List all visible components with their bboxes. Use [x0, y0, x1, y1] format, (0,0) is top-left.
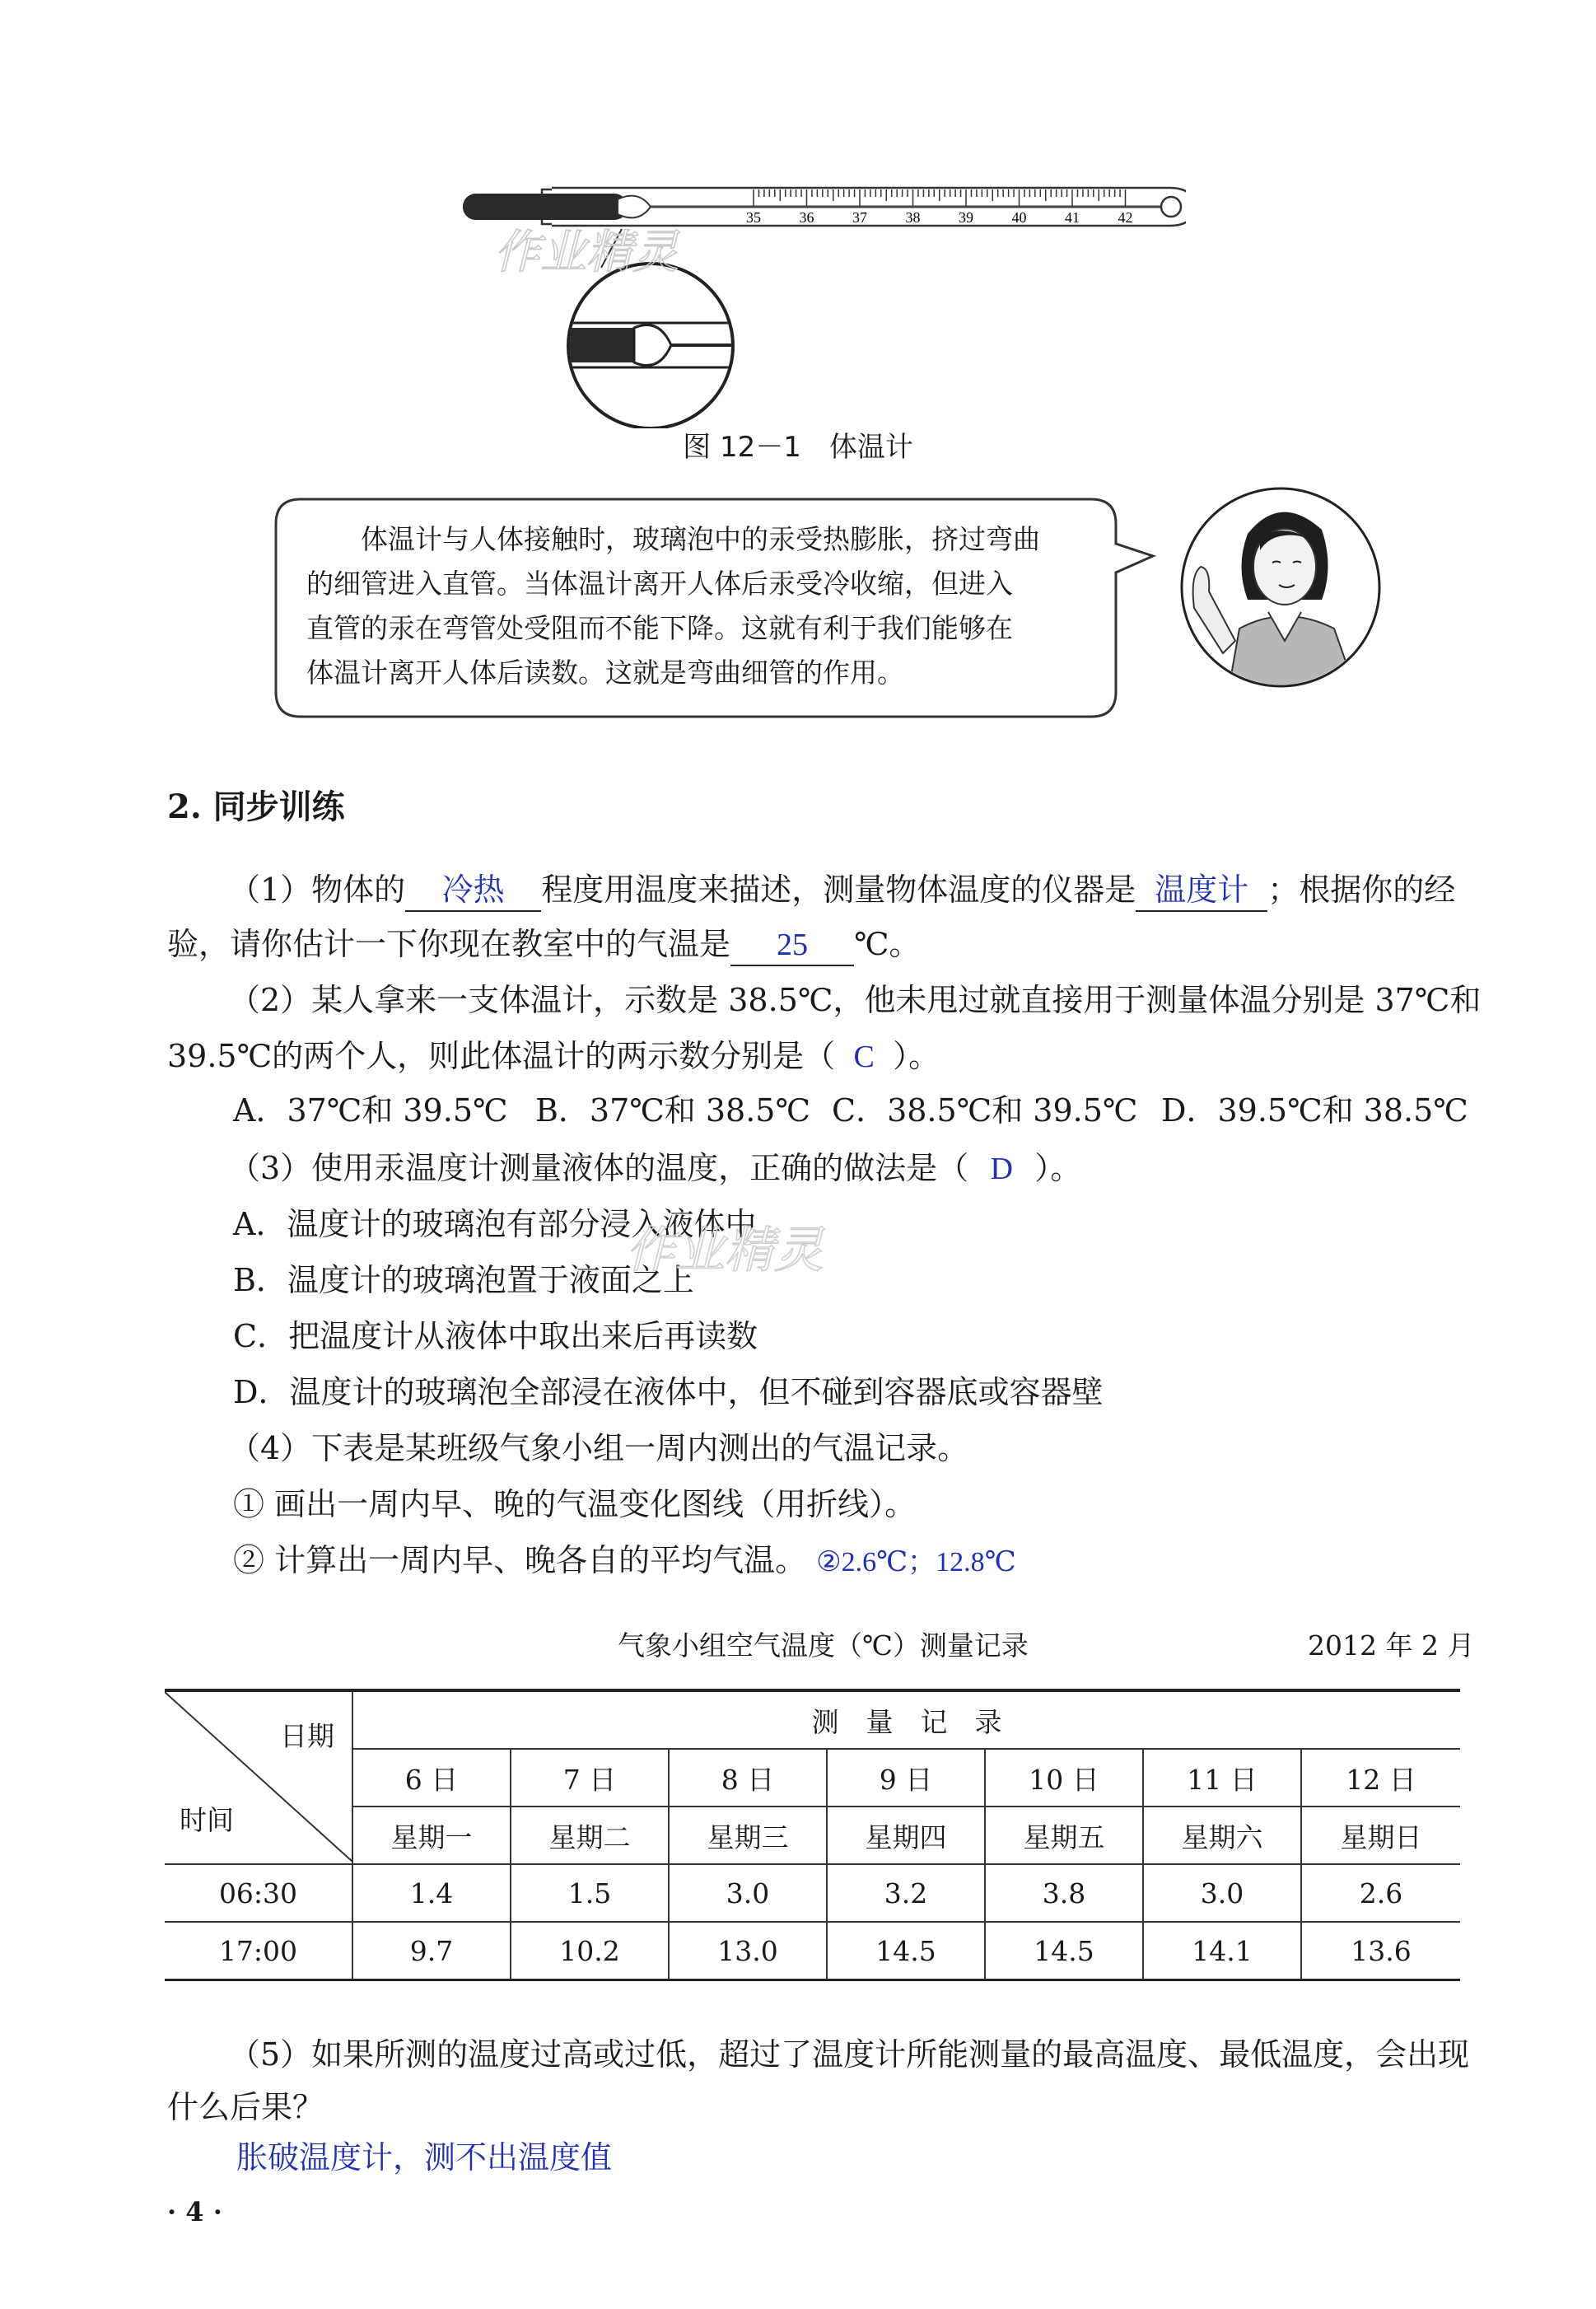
q3-text: （3）使用汞温度计测量液体的温度，正确的做法是（: [229, 1150, 969, 1186]
q1-answer-blank-3: 25: [730, 925, 854, 966]
q1-text: （1）物体的: [229, 872, 406, 908]
table-weekday-cell: 星期二: [511, 1807, 669, 1864]
q3-text: ）。: [1034, 1150, 1082, 1186]
page-number: · 4 ·: [167, 2196, 222, 2227]
q1-answer-blank-2: 温度计: [1136, 871, 1267, 912]
table-weekday-cell: 星期四: [827, 1807, 985, 1864]
table-row: [165, 1922, 1460, 1980]
q2-option-d: D．39.5℃和 38.5℃: [1161, 1092, 1468, 1129]
q2-line2: [167, 1033, 940, 1080]
table-corner-cell: [165, 1690, 352, 1864]
q5-line1: （5）如果所测的温度过高或过低，超过了温度计所能测量的最高温度、最低温度，会出现: [229, 2036, 1470, 2073]
watermark-text: 作业精灵: [494, 226, 679, 279]
thermometer-end-loop: [1161, 197, 1181, 217]
q1-answer-blank-1: 冷热: [405, 871, 541, 912]
thermometer-figure: [445, 165, 1186, 428]
q2-text: ）。: [893, 1038, 940, 1074]
section-title: 2. 同步训练: [167, 788, 345, 826]
q4-item2: [233, 1537, 1016, 1586]
q1-line1: [229, 867, 1455, 913]
q3-option-b: B．温度计的玻璃泡置于液面之上: [233, 1262, 694, 1298]
q2-text: 39.5℃的两个人，则此体温计的两示数分别是（: [167, 1038, 836, 1074]
corner-label-time: 时间: [180, 1804, 234, 1836]
q4-item1: ① 画出一周内早、晚的气温变化图线（用折线）。: [233, 1486, 917, 1522]
table-day-cell: 7 日: [511, 1749, 669, 1807]
bubble-line: 直管的汞在弯管处受阻而不能下降。这就有利于我们能够在: [306, 612, 1013, 644]
q1-text: 验，请你估计一下你现在教室中的气温是: [167, 926, 731, 962]
scale-label: 41: [1065, 209, 1080, 226]
bubble-line: 体温计与人体接触时，玻璃泡中的汞受热膨胀，挤过弯曲: [361, 523, 1040, 555]
q2-line1: （2）某人拿来一支体温计，示数是 38.5℃，他未甩过就直接用于测量体温分别是 37℃和: [229, 982, 1482, 1018]
q2-option-b: B．37℃和 38.5℃: [535, 1092, 810, 1129]
q4-answer: ②2.6℃；12.8℃: [816, 1547, 1016, 1578]
q1-text: ℃。: [854, 926, 921, 962]
table-value-cell: 14.5: [985, 1922, 1143, 1980]
figure-caption: 图 12－1 体温计: [683, 431, 913, 464]
q1-text: ；根据你的经: [1267, 872, 1456, 908]
table-value-cell: 3.0: [669, 1864, 827, 1922]
q3-option-a: A．温度计的玻璃泡有部分浸入液体中: [233, 1206, 757, 1242]
table-day-cell: 8 日: [669, 1749, 827, 1807]
temperature-table: [165, 1689, 1460, 1981]
scale-label: 40: [1011, 209, 1027, 226]
bubble-line: 的细管进入直管。当体温计离开人体后汞受冷收缩，但进入: [306, 568, 1013, 600]
scale-label: 36: [799, 209, 814, 226]
scale-label: 39: [959, 209, 973, 226]
q2-answer: C: [853, 1040, 875, 1074]
bubble-line: 体温计离开人体后读数。这就是弯曲细管的作用。: [306, 657, 904, 689]
table-weekday-cell: 星期三: [669, 1807, 827, 1864]
table-days-row: [165, 1749, 1460, 1807]
table-value-cell: 14.1: [1143, 1922, 1301, 1980]
table-weekday-cell: 星期六: [1143, 1807, 1301, 1864]
q3-option-c: C．把温度计从液体中取出来后再读数: [233, 1318, 758, 1354]
table-day-cell: 6 日: [352, 1749, 511, 1807]
table-header-measurement: 测 量 记 录: [352, 1690, 1460, 1749]
table-value-cell: 1.4: [352, 1864, 511, 1922]
table-title: 气象小组空气温度（℃）测量记录: [618, 1629, 1029, 1662]
q5-answer: 胀破温度计，测不出温度值: [236, 2141, 613, 2176]
q2-option-c: C．38.5℃和 39.5℃: [832, 1092, 1138, 1129]
table-day-cell: 10 日: [985, 1749, 1143, 1807]
q3-option-d: D．温度计的玻璃泡全部浸在液体中，但不碰到容器底或容器壁: [233, 1374, 1104, 1410]
table-value-cell: 3.2: [827, 1864, 985, 1922]
q3-answer: D: [990, 1152, 1013, 1186]
scale-label: 35: [746, 209, 761, 226]
table-value-cell: 3.0: [1143, 1864, 1301, 1922]
scale-label: 42: [1118, 209, 1133, 226]
table-day-cell: 11 日: [1143, 1749, 1301, 1807]
table-value-cell: 1.5: [511, 1864, 669, 1922]
q4-item2-text: ② 计算出一周内早、晚各自的平均气温。: [233, 1542, 807, 1578]
table-value-cell: 13.6: [1301, 1922, 1460, 1980]
table-time-cell: 06:30: [165, 1864, 352, 1922]
q2-option-a: A．37℃和 39.5℃: [233, 1092, 508, 1129]
q1-text: 程度用温度来描述，测量物体温度的仪器是: [541, 872, 1136, 908]
q3-stem: [229, 1145, 1081, 1192]
bubble-text: [306, 517, 1130, 695]
scale-label: 38: [905, 209, 921, 226]
q4-intro: （4）下表是某班级气象小组一周内测出的气温记录。: [229, 1430, 969, 1466]
teacher-illustration: [1169, 476, 1392, 699]
scale-label: 37: [852, 209, 867, 226]
table-date: 2012 年 2 月: [1308, 1629, 1475, 1662]
table-value-cell: 10.2: [511, 1922, 669, 1980]
table-weekday-cell: 星期日: [1301, 1807, 1460, 1864]
table-row: [165, 1864, 1460, 1922]
table-value-cell: 9.7: [352, 1922, 511, 1980]
table-value-cell: 13.0: [669, 1922, 827, 1980]
table-day-cell: 9 日: [827, 1749, 985, 1807]
table-value-cell: 2.6: [1301, 1864, 1460, 1922]
q1-line2: [167, 921, 921, 967]
table-weekdays-row: [165, 1807, 1460, 1864]
table-weekday-cell: 星期一: [352, 1807, 511, 1864]
table-value-cell: 14.5: [827, 1922, 985, 1980]
table-value-cell: 3.8: [985, 1864, 1143, 1922]
table-weekday-cell: 星期五: [985, 1807, 1143, 1864]
corner-label-date: 日期: [280, 1720, 334, 1752]
table-day-cell: 12 日: [1301, 1749, 1460, 1807]
watermark-text-2: 作业精灵: [626, 1222, 824, 1279]
q5-line2: 什么后果？: [167, 2089, 324, 2125]
table-time-cell: 17:00: [165, 1922, 352, 1980]
